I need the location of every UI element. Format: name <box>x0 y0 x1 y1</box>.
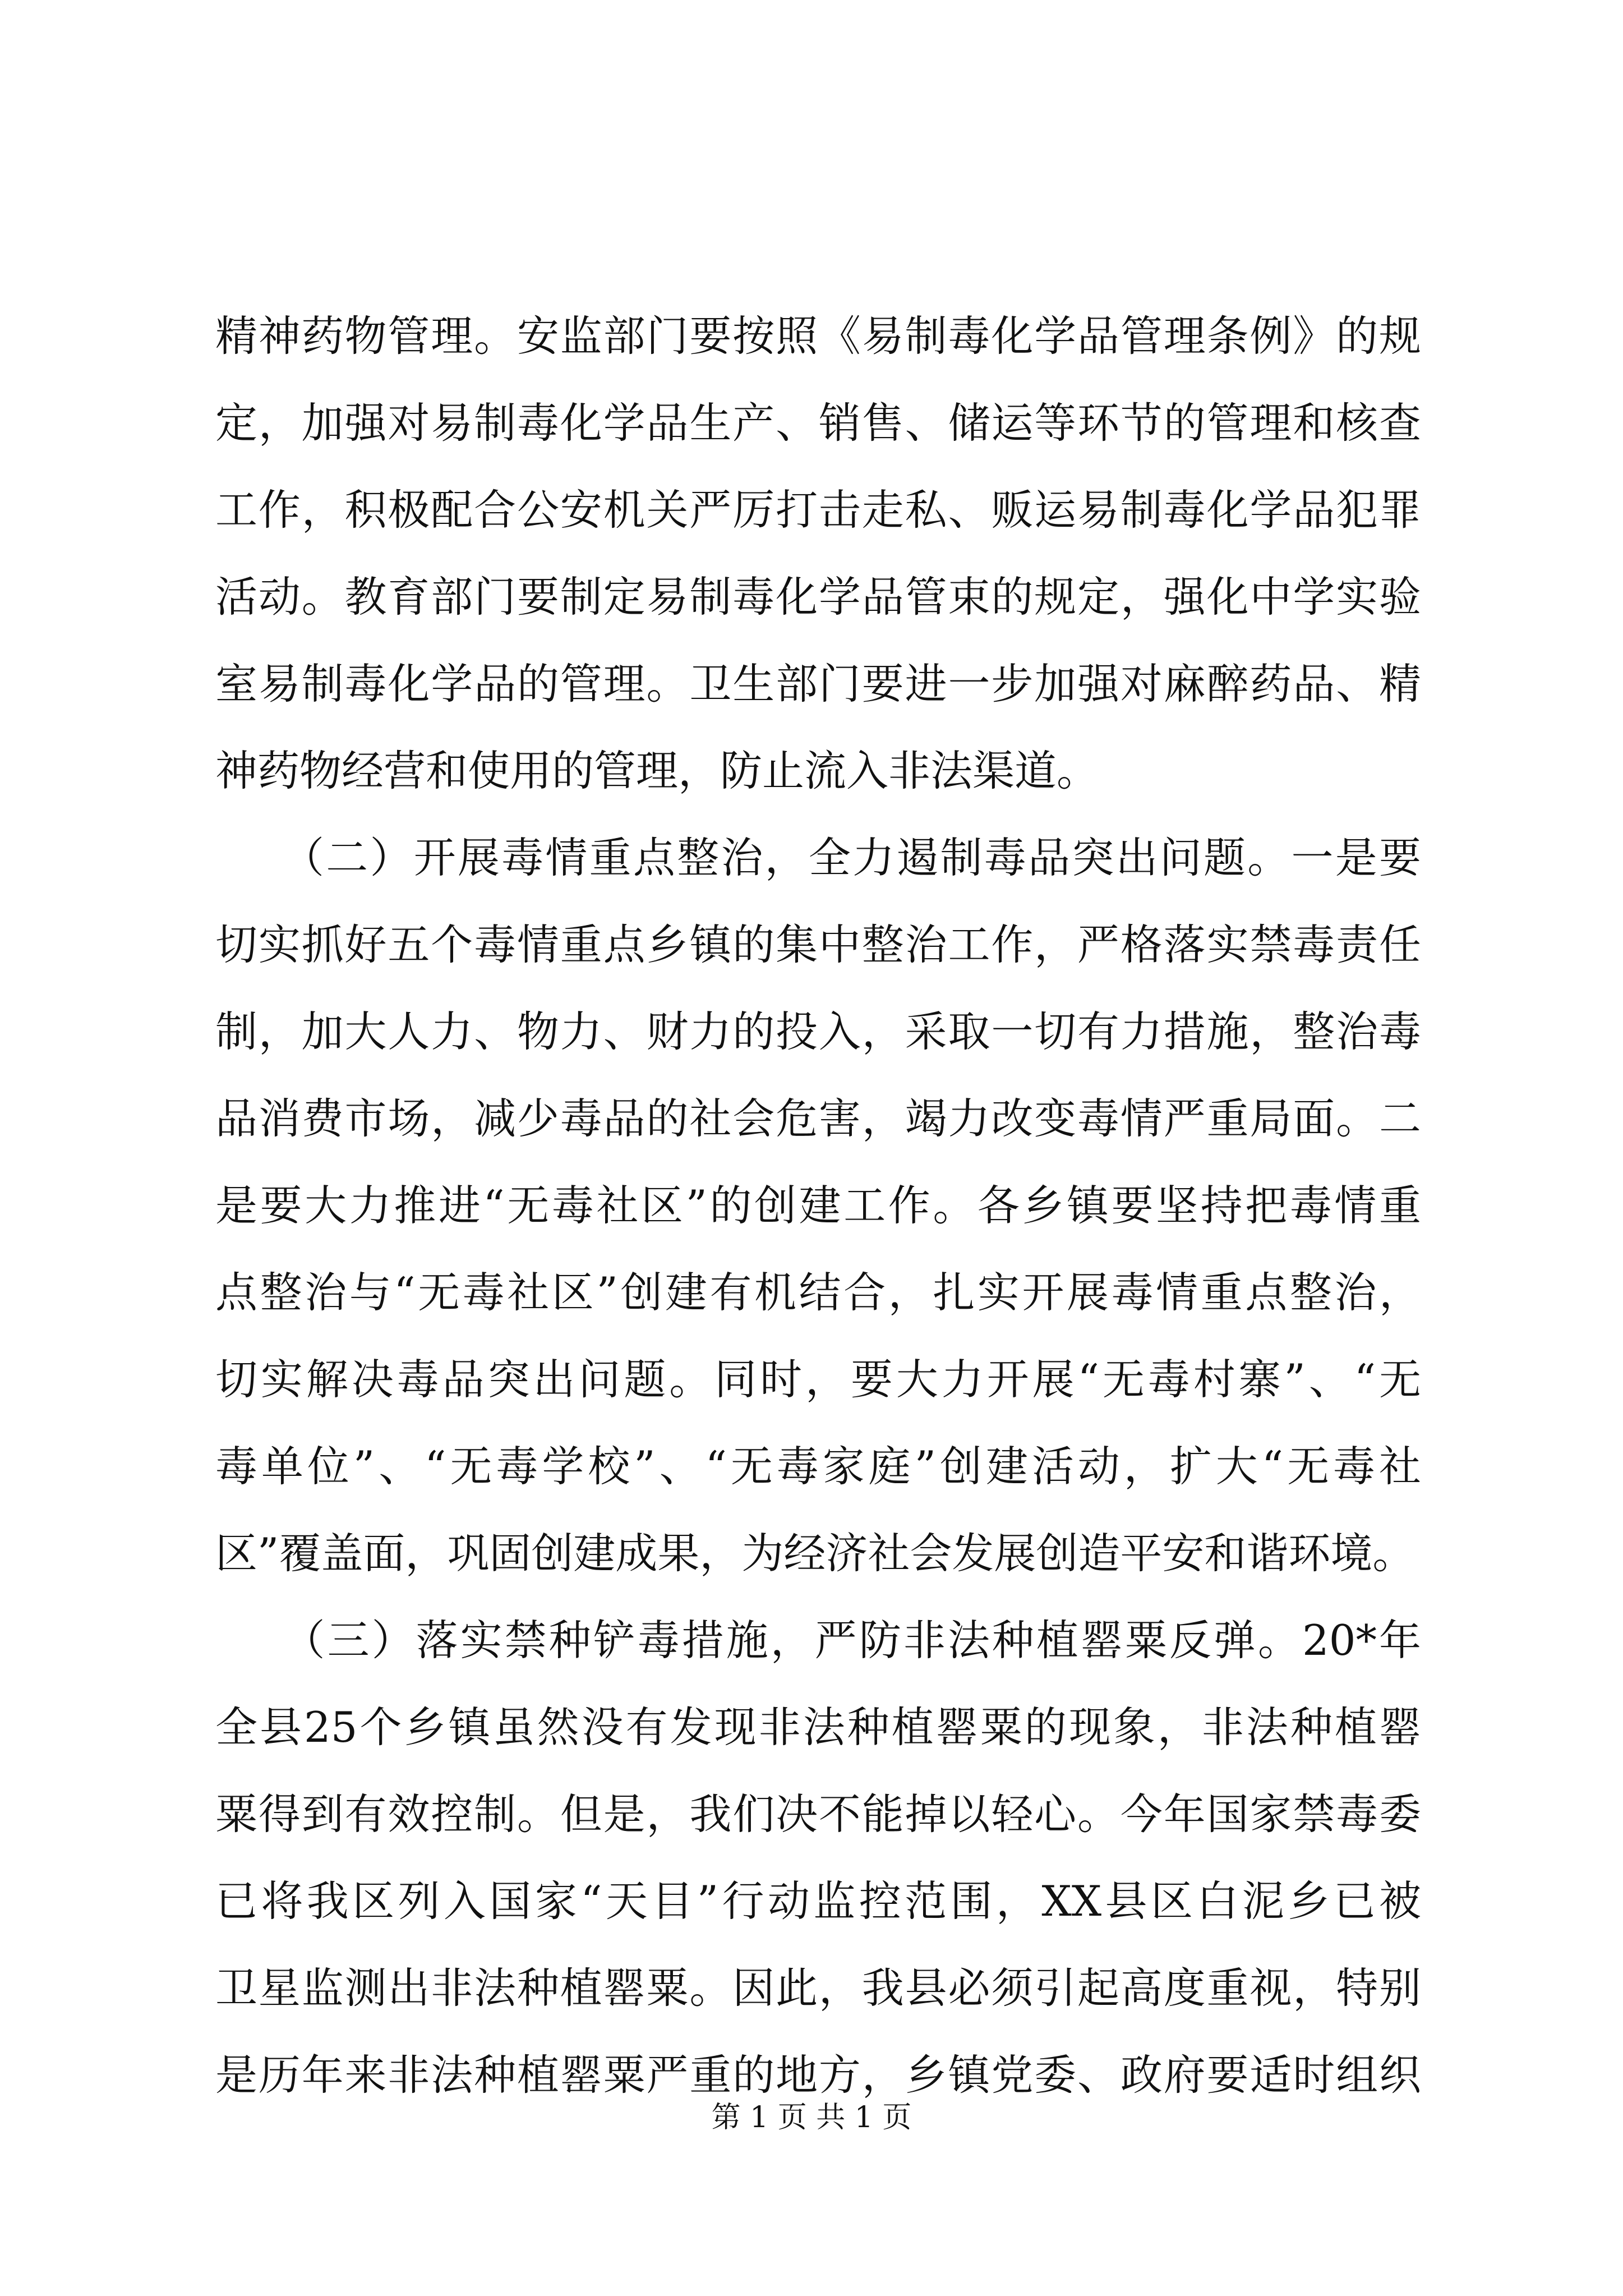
text-line: 毒单位”、“无毒学校”、“无毒家庭”创建活动，扩大“无毒社 <box>215 1442 1421 1491</box>
text-line: 已将我区列入国家“天目”行动监控范围，XX县区白泥乡已被 <box>215 1876 1421 1926</box>
text-line: 全县25个乡镇虽然没有发现非法种植罂粟的现象，非法种植罂 <box>215 1703 1421 1752</box>
text-line: 是历年来非法种植罂粟严重的地方，乡镇党委、政府要适时组织 <box>215 2050 1421 2100</box>
text-line: 活动。教育部门要制定易制毒化学品管束的规定，强化中学实验 <box>215 572 1421 622</box>
text-line: 切实解决毒品突出问题。同时，要大力开展“无毒村寨”、“无 <box>215 1355 1421 1404</box>
text-line: 室易制毒化学品的管理。卫生部门要进一步加强对麻醉药品、精 <box>215 659 1421 708</box>
text-line: 工作，积极配合公安机关严厉打击走私、贩运易制毒化学品犯罪 <box>215 485 1421 535</box>
text-line: 制，加大人力、物力、财力的投入，采取一切有力措施，整治毒 <box>215 1007 1421 1056</box>
text-line: 切实抓好五个毒情重点乡镇的集中整治工作，严格落实禁毒责任 <box>215 920 1421 969</box>
text-line: 点整治与“无毒社区”创建有机结合，扎实开展毒情重点整治， <box>215 1268 1421 1317</box>
text-line: （三）落实禁种铲毒措施，严防非法种植罂粟反弹。20*年 <box>215 1616 1421 1665</box>
body-text <box>215 293 1421 2119</box>
text-line: 粟得到有效控制。但是，我们决不能掉以轻心。今年国家禁毒委 <box>215 1789 1421 1839</box>
text-line: 神药物经营和使用的管理，防止流入非法渠道。 <box>215 746 1099 795</box>
page-footer: 第 1 页 共 1 页 <box>711 2101 912 2134</box>
text-line: 精神药物管理。安监部门要按照《易制毒化学品管理条例》的规 <box>215 311 1421 361</box>
text-line: （二）开展毒情重点整治，全力遏制毒品突出问题。一是要 <box>215 833 1421 882</box>
text-line: 品消费市场，减少毒品的社会危害，竭力改变毒情严重局面。二 <box>215 1094 1421 1143</box>
text-line: 定，加强对易制毒化学品生产、销售、储运等环节的管理和核查 <box>215 398 1421 448</box>
text-line: 卫星监测出非法种植罂粟。因此，我县必须引起高度重视，特别 <box>215 1963 1421 2013</box>
text-line: 区”覆盖面，巩固创建成果，为经济社会发展创造平安和谐环境。 <box>215 1529 1415 1578</box>
text-line: 是要大力推进“无毒社区”的创建工作。各乡镇要坚持把毒情重 <box>215 1181 1421 1230</box>
